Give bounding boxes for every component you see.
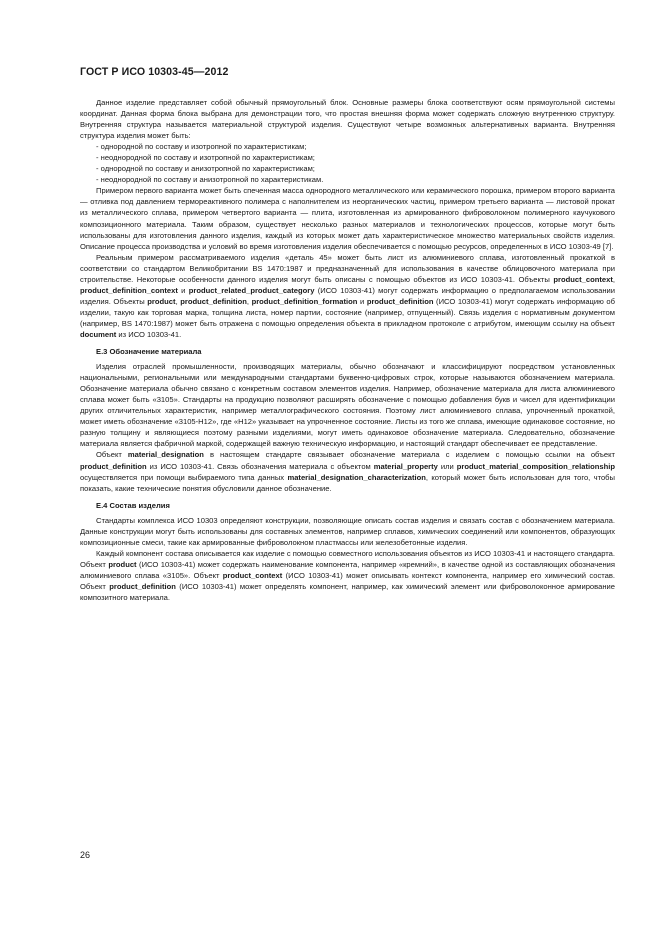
entity-name: product_definition_formation: [251, 296, 358, 306]
entity-name: product: [147, 296, 176, 306]
paragraph-designation: Изделия отраслей промышленности, производящих материалы, обычно обозначают и классифицируют посредством установленных национальными, региональными или международными стандартами буквенно-цифровых строк, которые называются обозначением материала. Обозначение материала обычно связано с конкретным составом элементов изделия. Например, обозначение материала для листа алюминиевого сплава может быть «3105». Стандарты на продукцию позволяют расширять обозначение с помощью добавления букв и чисел для идентификации других отличительных характеристик, например металлографического состояния. Поэтому лист алюминиевого сплава, упрочненный прокаткой, может иметь обозначение «3105-Н12», где «Н12» указывает на упрочненное состояние. Листы из того же сплава, имеющие одинаковое состояние, но разную толщину и являющиеся поэтому разными изделиями, могут иметь одинаковое обозначение материала. Следовательно, обозначение материала является фабричной маркой, содержащей важную техническую информацию, и настоящий стандарт обеспечивает ее представление.: [80, 362, 615, 449]
page-number: 26: [80, 850, 91, 860]
entity-name: product_context: [553, 274, 613, 284]
text-run: (ИСО 10303-41) может описывать контекст компонента, например его химический состав. Объект: [80, 570, 615, 591]
paragraph-designation-object: [80, 449, 615, 493]
list-item: - неоднородной по составу и анизотропной по характеристикам.: [96, 175, 324, 185]
paragraph-component: [80, 548, 615, 603]
entity-name: product_definition: [80, 461, 147, 471]
entity-name: product_definition: [109, 581, 176, 591]
list-item: - неоднородной по составу и изотропной по характеристикам;: [96, 153, 315, 163]
entity-name: product: [108, 559, 137, 569]
structure-list: [80, 141, 615, 185]
paragraph-real-example: [80, 252, 615, 340]
text-run: (ИСО 10303-41) могут содержать информацию об изделии, такую как торговая марка, толщина листа, номер партии, состояние (например, отпущенный). Связь изделия с нормативным документом (например, BS 1470:1987) может быть отражена с помощью определения объекта в прикладном протоколе с атрибутом, имеющим ссылку на объект: [80, 296, 615, 328]
paragraph-composition: Стандарты комплекса ИСО 10303 определяют конструкции, позволяющие описать состав изделия и связать состав с обозначением материала. Данные конструкции могут быть использованы для составных элементов, например сплавов, химических соединений или компонентов, образующих композиционные смеси, такие как армированные фиброволокном пластмассы или железобетонные изделия.: [80, 515, 615, 547]
text-run: из ИСО 10303-41.: [116, 329, 182, 339]
text-run: Реальным примером рассматриваемого изделия «деталь 45» может быть лист из алюминиевого сплава, изготовленный прокаткой в соответствии со стандартом Великобритании BS 1470:1987 и предназначенный для использования в качестве облицовочного материала при строительстве. Некоторые особенности данного изделия могут быть описаны с помощью объектов из ИСО 10303-41. Объекты: [80, 252, 615, 284]
text-run: осуществляется при помощи выбираемого типа данных: [80, 472, 288, 482]
text-run: Объект: [96, 450, 128, 460]
section-heading-e3: Е.3 Обозначение материала: [96, 347, 202, 357]
entity-name: material_designation_characterization: [287, 472, 426, 482]
entity-name: product_definition: [180, 296, 247, 306]
document-body: [80, 97, 615, 603]
entity-name: product_definition: [366, 296, 434, 306]
document-header: ГОСТ Р ИСО 10303-45—2012: [80, 66, 229, 78]
text-run: ,: [175, 296, 181, 306]
paragraph-examples: Примером первого варианта может быть спеченная масса однородного металлического или керамического порошка, примером второго варианта — отливка под давлением термореактивного полимера с наполнителем из неорганических частиц, примером третьего варианта — листовой прокат из металлического сплава, примером четвертого варианта — плита, изготовленная из армированного фиброволокном полимерного каучукового композиционного материала. Таким образом, существует несколько разных материалов и технологических процессов, которые могут быть использованы для изготовления данного изделия, каждый из которых может дать характеристическое множество материальных свойств изделия. Описание процесса производства и условий во время изготовления изделия обеспечивается с помощью ресурсов, определенных в ИСО 10303-49 [7].: [80, 186, 615, 251]
text-run: и: [177, 285, 189, 295]
text-run: Каждый компонент состава описывается как изделие с помощью совместного использования объектов из ИСО 10303-41 и настоящего стандарта. Объект: [80, 548, 615, 569]
text-run: (ИСО 10303-41) может содержать наименование компонента, например «кремний», в качестве одной из составляющих обозначения алюминиевого сплава «3105». Объект: [80, 559, 615, 580]
text-run: , который может быть использован для того, чтобы показать, какие технические понятия обусловили данное обозначение.: [80, 472, 615, 493]
section-heading-e4: Е.4 Состав изделия: [96, 500, 170, 510]
paragraph-intro: Данное изделие представляет собой обычный прямоугольный блок. Основные размеры блока соответствуют осям прямоугольной системы координат. Данная форма блока выбрана для демонстрации того, что простая внешняя форма может содержать сложную внутреннюю структуру. Внутренняя структура называется материальной структурой изделия. Существуют четыре возможных альтернативных варианта. Внутренняя структура изделия может быть:: [80, 98, 615, 141]
text-run: или: [437, 461, 457, 471]
list-item: - однородной по составу и анизотропной по характеристикам;: [96, 164, 315, 174]
text-run: в настоящем стандарте связывает обозначение материала с изделием с помощью ссылки на объект: [203, 450, 615, 460]
entity-name: material_designation: [127, 450, 204, 460]
entity-name: product_related_product_category: [188, 285, 315, 295]
text-run: (ИСО 10303-41) может определять компонент, например, как химический элемент или фиброволоконное армирование композитного материала.: [80, 581, 615, 603]
text-run: ,: [246, 296, 252, 306]
entity-name: product_context: [222, 570, 283, 580]
text-run: ,: [612, 274, 615, 284]
entity-name: document: [80, 329, 117, 339]
entity-name: product_definition_context: [80, 285, 178, 295]
entity-name: product_material_composition_relationship: [456, 461, 615, 471]
entity-name: material_property: [373, 461, 438, 471]
text-run: (ИСО 10303-41) могут содержать информацию о предполагаемом использовании изделия. Объекты: [80, 285, 615, 306]
text-run: из ИСО 10303-41. Связь обозначения материала с объектом: [146, 461, 374, 471]
text-run: и: [357, 296, 367, 306]
list-item: - однородной по составу и изотропной по характеристикам;: [96, 142, 307, 152]
